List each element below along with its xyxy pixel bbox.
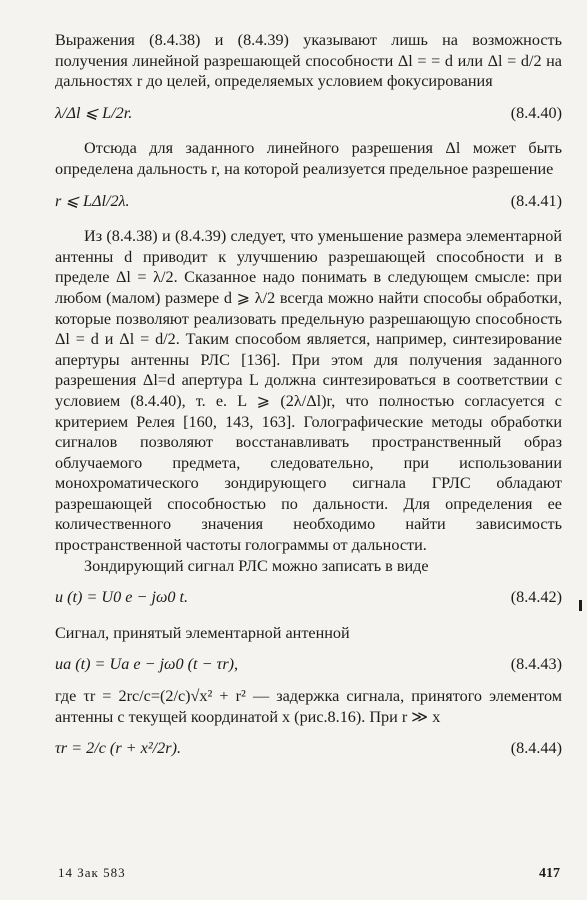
equation-formula: u (t) = U0 e − jω0 t.: [55, 588, 189, 607]
page-text: [55, 30, 562, 759]
printer-signature: 14 Зак 583: [58, 865, 126, 880]
equation-formula: λ/Δl ⩽ L/2r.: [55, 103, 133, 122]
paragraph-5: Сигнал, принятый элементарной антенной: [55, 623, 350, 642]
page-footer: [58, 863, 560, 885]
paragraph-1: Выражения (8.4.38) и (8.4.39) указывают лишь на возможность получения линейной разрешающей способности Δl = = d или Δl = d/2 на дальностях r до целей, определяемых условием фокусирования: [55, 31, 562, 91]
equation-8-4-42: [55, 587, 562, 608]
paragraph-6: где τr = 2rc/c=(2/c)√x² + r² — задержка сигнала, принятого элементом антенны с текущей координатой x (рис.8.16). При r ≫ x: [55, 687, 562, 726]
equation-8-4-40: [55, 103, 562, 124]
equation-formula: ua (t) = Ua e − jω0 (t − τr),: [55, 655, 239, 674]
margin-mark: [579, 600, 582, 611]
equation-8-4-41: [55, 191, 562, 212]
equation-number: (8.4.42): [510, 588, 562, 607]
equation-number: (8.4.43): [510, 655, 562, 674]
paragraph-4: Зондирующий сигнал РЛС можно записать в виде: [84, 556, 429, 575]
equation-formula: r ⩽ LΔl/2λ.: [55, 191, 130, 210]
paragraph-2: Отсюда для заданного линейного разрешения Δl может быть определена дальность r, на которой реализуется предельное разрешение: [55, 139, 562, 178]
equation-number: (8.4.41): [510, 191, 562, 210]
equation-number: (8.4.40): [510, 103, 562, 122]
equation-number: (8.4.44): [510, 739, 562, 758]
equation-8-4-44: [55, 738, 562, 759]
page-number: 417: [539, 866, 560, 881]
equation-8-4-43: [55, 654, 562, 675]
paragraph-3: Из (8.4.38) и (8.4.39) следует, что уменьшение размера элементарной антенны d приводит к улучшению разрешающей способности и в пределе Δl = λ/2. Сказанное надо понимать в следующем смысле: при любом (малом) размере d ⩾ λ/2 всегда можно найти способы обработки, которые позволяют реализовать предельную разрешающую способность Δl = d и Δl = d/2. Таким способом является, например, синтезирование апертуры антенны РЛС [136]. При этом для получения заданного разрешения Δl=d апертура L должна синтезироваться в соответствии с условием (8.4.40), т. е. L ⩾ (2λ/Δl)r, что полностью согласуется с критерием Релея [160, 143, 163]. Голографические методы обработки сигналов позволяют восстанавливать пространственный образ облучаемого предмета, следовательно, при использовании монохроматического зондирующего сигнала ГРЛС обладают разрешающей способностью по дальности. Для определения ее количественного значения необходимо найти зависимость пространственной частоты голограммы от дальности.: [55, 227, 562, 555]
equation-formula: τr = 2/c (r + x²/2r).: [55, 739, 182, 758]
